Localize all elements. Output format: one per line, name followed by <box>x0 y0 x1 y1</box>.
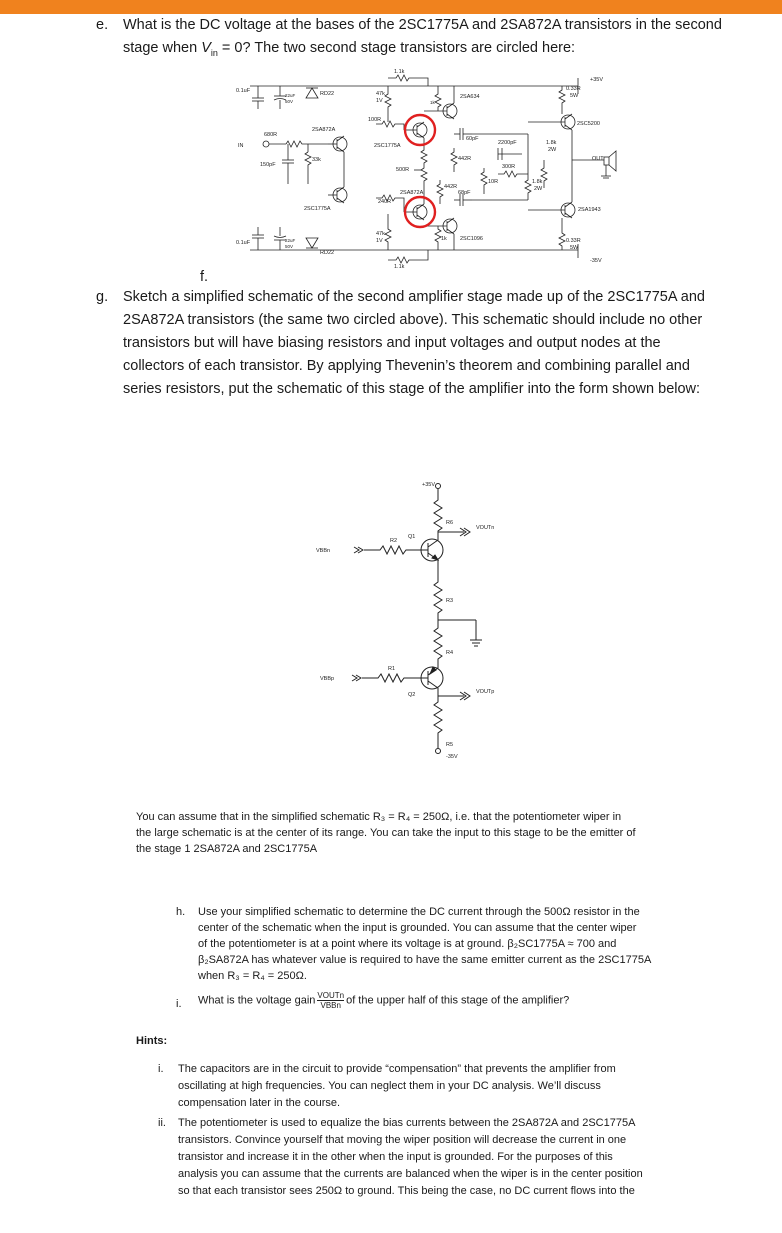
label-240r: 240R <box>378 199 392 205</box>
label-plus-35v-simplified: +35V <box>422 482 435 488</box>
label-voutp: VOUTp <box>476 689 495 695</box>
hint-2-line-5: so that each transistor sees 250Ω to ground. This being the case, no DC current flows into the <box>178 1185 635 1197</box>
label-rd22-bottom: RD22 <box>320 250 335 256</box>
label-cap-50v-top: 50V <box>285 99 294 104</box>
question-g-marker: g. <box>96 289 109 305</box>
label-2sc1775a-stage1: 2SC1775A <box>304 206 331 212</box>
label-2sa634: 2SA634 <box>460 94 480 100</box>
label-033r-bottom: 0.33R <box>566 238 581 244</box>
question-g-line-3: transistors but will have biasing resistors and input voltages and output nodes at the <box>123 335 661 351</box>
label-2sa872a-stage1: 2SA872A <box>312 127 336 133</box>
label-680r: 680R <box>264 132 278 138</box>
label-r1: R1 <box>388 666 396 672</box>
label-voutn: VOUTn <box>476 525 495 531</box>
question-g-line-4: collectors of each transistor. By applying Thevenin’s theorem and combining parallel and <box>123 358 690 374</box>
label-60pf: 60pF <box>466 136 479 142</box>
label-33k: 33k <box>312 157 321 163</box>
label-500r: 500R <box>396 167 410 173</box>
hint-2-line-1: The potentiometer is used to equalize the bias currents between the 2SA872A and 2SC1775A <box>178 1117 636 1129</box>
label-68pf: 68pF <box>458 190 471 196</box>
label-1k-top: 1k <box>430 100 435 105</box>
label-q1: Q1 <box>408 534 416 540</box>
label-5w-bottom: 5W <box>570 245 579 251</box>
label-442r-a: 442R <box>458 156 472 162</box>
label-100r: 100R <box>368 117 382 123</box>
question-g-line-1: Sketch a simplified schematic of the second amplifier stage made up of the 2SC1775A and <box>123 289 705 305</box>
label-in: IN <box>238 143 244 149</box>
label-2sc5200: 2SC5200 <box>577 121 600 127</box>
label-vbbp: VBBp <box>320 676 335 682</box>
label-2sa872a-stage2: 2SA872A <box>400 190 424 196</box>
label-vbbn: VBBn <box>316 548 331 554</box>
label-r3: R3 <box>446 598 454 604</box>
label-300r: 300R <box>502 164 516 170</box>
label-cap-50v-bottom: 50V <box>285 244 294 249</box>
f-marker: f. <box>200 269 209 285</box>
label-2w-a: 2W <box>548 147 557 153</box>
label-47k-bottom: 47k <box>376 231 385 237</box>
question-i-text: What is the voltage gain $\frac{\text{VOUTn}}{\text{VBBn}}$ of the upper half of this stage of the amplifier? <box>198 991 570 1010</box>
label-2200pf: 2200pF <box>498 140 517 146</box>
question-h-line-5: when R₃ = R₄ = 250Ω. <box>198 970 307 982</box>
hint-1-line-1: The capacitors are in the circuit to provide “compensation” that prevents the amplifier from <box>178 1063 616 1075</box>
label-1v-bottom: 1V <box>376 238 383 244</box>
label-47k-top: 47k <box>376 91 385 97</box>
amplifier-schematic <box>228 64 628 270</box>
hints-title: Hints: <box>136 1035 168 1047</box>
label-1k1-top: 1.1k <box>394 69 405 75</box>
hint-1-line-3: compensation later in the course. <box>178 1097 341 1109</box>
question-e-line-1: What is the DC voltage at the bases of the 2SC1775A and 2SA872A transistors in the second <box>123 17 722 33</box>
top-accent-bar <box>0 0 782 14</box>
question-h-line-4: β₂SA872A has whatever value is required to have the same emitter current as the 2SC1775A <box>198 954 652 966</box>
label-5w-top: 5W <box>570 93 579 99</box>
question-e-marker: e. <box>96 17 109 33</box>
label-rd22-top: RD22 <box>320 91 335 97</box>
label-r6: R6 <box>446 520 454 526</box>
question-h-marker: h. <box>176 906 186 918</box>
hint-2-line-3: transistor and increase it in the other when the input is grounded. For the purposes of this <box>178 1151 613 1163</box>
label-r5: R5 <box>446 742 454 748</box>
label-033r-top: 0.33R <box>566 86 581 92</box>
label-1k-bottom: 1k <box>441 236 447 242</box>
label-cap-22uf-bottom: 22uF <box>285 238 296 243</box>
question-h-line-2: center of the schematic when the input is grounded. You can assume that the center wiper <box>198 922 637 934</box>
assumption-line-3: the stage 1 2SA872A and 2SC1775A <box>136 843 318 855</box>
hint-2-marker: ii. <box>158 1117 166 1129</box>
label-c-top-left: 0.1uF <box>236 88 251 94</box>
math-v: V <box>201 40 211 56</box>
hint-2-line-2: transistors. Convince yourself that moving the wiper position will decrease the current in one <box>178 1134 627 1146</box>
label-minus-35v: -35V <box>590 258 602 264</box>
assumption-line-1: You can assume that in the simplified schematic R₃ = R₄ = 250Ω, i.e. that the potentiometer wiper in <box>136 811 622 823</box>
question-g-line-5: series resistors, put the schematic of this stage of the amplifier into the form shown below: <box>123 381 701 397</box>
label-minus-35v-simplified: -35V <box>446 754 458 760</box>
label-c-bottom-left: 0.1uF <box>236 240 251 246</box>
label-out: OUT <box>592 156 604 162</box>
hint-1-line-2: oscillating at high frequencies. You can neglect them in your DC analysis. We’ll discuss <box>178 1080 601 1092</box>
question-i-marker: i. <box>176 998 182 1010</box>
label-2sa1943: 2SA1943 <box>578 207 601 213</box>
label-r2: R2 <box>390 538 398 544</box>
label-2w-b: 2W <box>534 186 543 192</box>
label-442r-b: 442R <box>444 184 458 190</box>
assumption-line-2: the large schematic is at the center of its range. You can take the input to this stage to be the emitter of <box>136 827 636 839</box>
question-e-line-2: stage when $V_{in} = 0$? The two second stage transistors are circled here: <box>123 40 576 58</box>
label-2sc1096: 2SC1096 <box>460 236 483 242</box>
label-1k1-bottom: 1.1k <box>394 264 405 270</box>
question-g-line-2: 2SA872A transistors (the same two circled above). This schematic should include no other <box>123 312 703 328</box>
label-cap-22uf-top: 22uF <box>285 93 296 98</box>
hint-2-line-4: analysis you can assume that the currents are balanced when the wiper is in the center position <box>178 1168 643 1180</box>
simplified-stage-schematic <box>300 470 540 770</box>
label-1k8-b: 1.8k <box>532 179 543 185</box>
question-h-line-3: of the potentiometer is at a point where its voltage is at ground. β₂SC1775A ≈ 700 and <box>198 938 617 950</box>
gain-fraction: $\frac{\text{VOUTn}}{\text{VBBn}}$ <box>317 991 345 1010</box>
hint-1-marker: i. <box>158 1063 164 1075</box>
label-1v-top: 1V <box>376 98 383 104</box>
label-10r: 10R <box>488 179 499 185</box>
label-plus-35v: +35V <box>590 77 603 83</box>
question-h-line-1: Use your simplified schematic to determine the DC current through the 500Ω resistor in the <box>198 906 640 918</box>
label-2sc1775a-stage2: 2SC1775A <box>374 143 401 149</box>
label-q2: Q2 <box>408 692 416 698</box>
label-r4: R4 <box>446 650 454 656</box>
label-150pf: 150pF <box>260 162 276 168</box>
label-1k8-a: 1.8k <box>546 140 557 146</box>
